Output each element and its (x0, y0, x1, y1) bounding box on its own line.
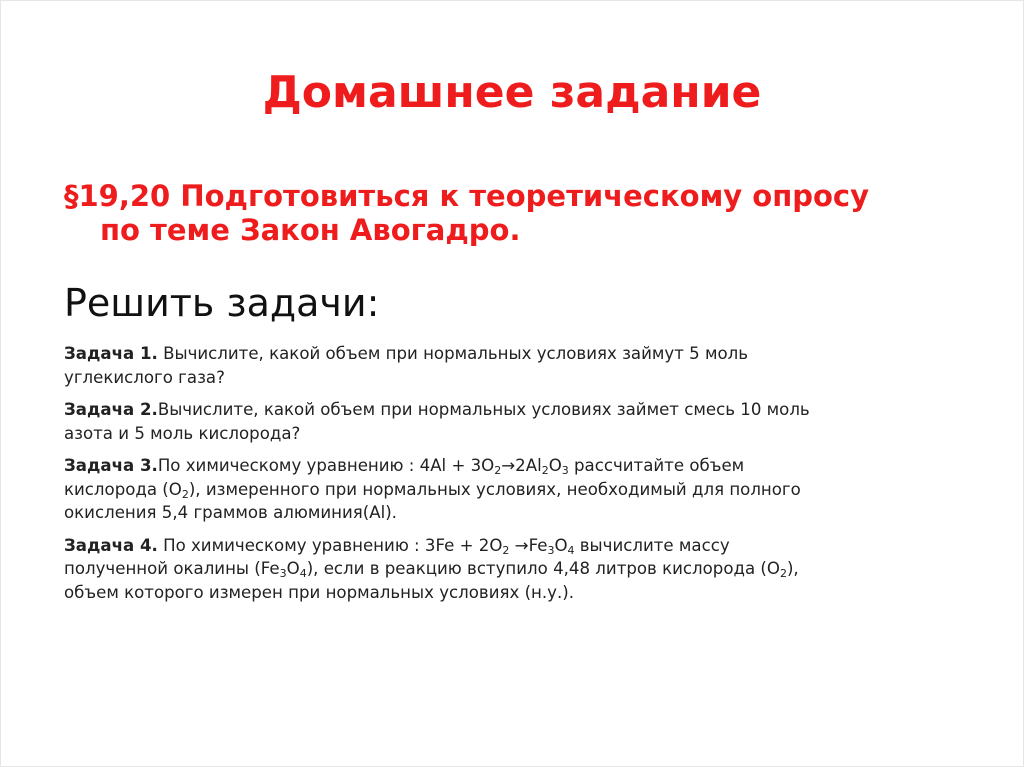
task-3-text: O (548, 456, 562, 475)
task-3-subscript: 2 (541, 464, 549, 477)
task-4-label: Задача 4. (64, 535, 158, 555)
task-2-text-line-2: азота и 5 моль кислорода? (64, 423, 301, 443)
task-4-text: O (554, 535, 568, 555)
task-4-text: →Fe (509, 535, 548, 555)
task-1 (64, 342, 969, 389)
task-3-text: кислорода (O (64, 479, 182, 499)
task-4-subscript: 4 (299, 567, 307, 580)
task-2-text-line-1: Вычислите, какой объем при нормальных условиях займет смесь 10 моль (157, 400, 810, 419)
task-3-subscript: 2 (494, 464, 502, 477)
task-4-text: O (286, 559, 300, 578)
task-3 (64, 454, 969, 525)
task-3-text: По химическому уравнению : 4Al + 3O (157, 456, 495, 475)
task-4-text: ), если в реакцию вступило 4,48 литров кислорода (O (306, 559, 780, 578)
task-1-text-line-1: Вычислите, какой объем при нормальных условиях займут 5 моль (157, 344, 749, 363)
task-4 (64, 534, 969, 605)
homework-assignment (64, 179, 984, 247)
task-3-subscript: 3 (561, 464, 569, 477)
task-list (64, 342, 969, 613)
solve-problems-heading: Решить задачи: (64, 281, 380, 325)
task-3-label: Задача 3. (64, 456, 158, 475)
task-3-subscript: 2 (181, 487, 189, 501)
task-4-subscript: 3 (279, 567, 287, 580)
task-4-text: ), (786, 559, 799, 578)
task-3-text: рассчитайте объем (568, 456, 745, 475)
task-4-text: полученной окалины (Fe (64, 559, 280, 578)
task-4-subscript: 4 (567, 543, 575, 557)
task-4-text: объем которого измерен при нормальных условиях (н.у.). (64, 582, 575, 602)
task-2 (64, 398, 969, 445)
task-4-text: вычислите массу (574, 535, 730, 555)
task-2-label: Задача 2. (64, 400, 158, 419)
task-4-subscript: 2 (502, 543, 510, 557)
assignment-line-2: по теме Закон Авогадро. (100, 213, 521, 247)
task-1-label: Задача 1. (64, 344, 158, 363)
task-3-text: →2Al (501, 456, 542, 475)
slide-title: Домашнее задание (262, 67, 762, 118)
task-3-text: окисления 5,4 граммов алюминия(Al). (64, 503, 397, 522)
assignment-line-1: §19,20 Подготовиться к теоретическому опросу (64, 179, 870, 213)
task-1-text-line-2: углекислого газа? (64, 367, 225, 387)
task-4-subscript: 2 (779, 567, 787, 580)
task-4-subscript: 3 (547, 543, 555, 557)
task-4-text: По химическому уравнению : 3Fe + 2O (157, 535, 503, 555)
task-3-text: ), измеренного при нормальных условиях, необходимый для полного (188, 479, 801, 499)
